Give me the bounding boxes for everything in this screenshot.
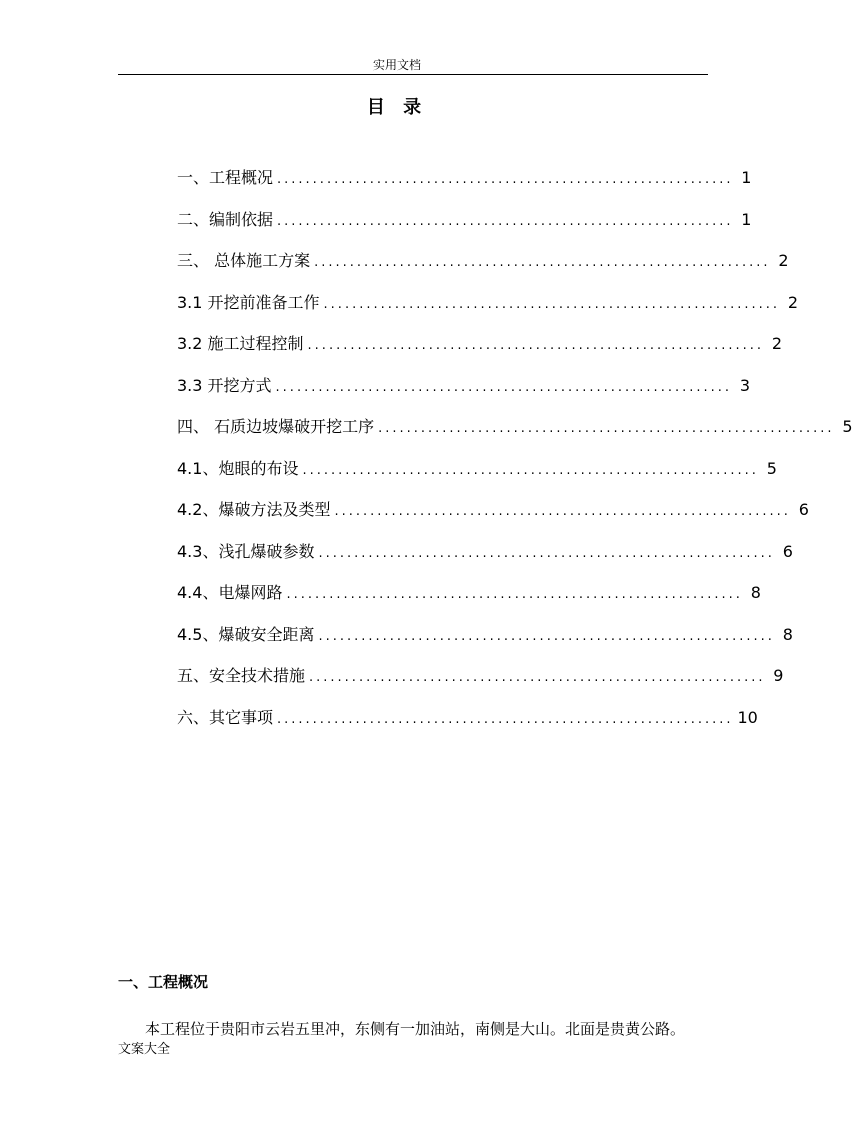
toc-leader-dots: ................................................................ [323,296,781,312]
toc-leader-dots: ................................................................ [286,587,743,602]
toc-entry-label: 3.3 开挖方式 [177,375,272,395]
toc-entry-page: 9 [773,666,784,685]
toc-entry-page: 1 [741,168,752,187]
toc-entry-label: 3.1 开挖前准备工作 [177,292,320,312]
toc-leader-dots: ................................................................ [318,545,775,561]
body-paragraph: 本工程位于贵阳市云岩五里冲，东侧有一加油站，南侧是大山。北面是贵黄公路。 [145,1020,686,1038]
toc-entry-page: 8 [782,624,793,644]
toc-entry-label: 4.5、爆破安全距离 [177,624,315,644]
toc-entry-page: 10 [737,707,758,727]
toc-leader-dots: ................................................................ [275,379,733,395]
toc-leader-dots: ................................................................ [302,462,759,478]
toc-entry[interactable] [177,457,777,499]
toc-entry-page: 3 [739,375,751,395]
toc-leader-dots: ................................................................ [277,172,734,187]
toc-entry-page: 1 [741,209,752,229]
toc-entry-label: 4.3、浅孔爆破参数 [177,541,315,561]
toc-entry-label: 六、其它事项 [177,707,274,727]
toc-entry-page: 5 [766,458,777,478]
toc-leader-dots: ................................................................ [307,338,765,353]
toc-entry-label: 三、 总体施工方案 [177,251,311,270]
toc-leader-dots: ................................................................ [378,421,835,436]
toc-entry-label: 4.2、爆破方法及类型 [177,500,331,519]
toc-entry[interactable] [177,208,752,250]
toc-entry[interactable] [177,291,799,333]
toc-entry[interactable] [177,581,761,623]
toc-entry[interactable] [177,540,793,582]
toc-entry-page: 2 [787,292,799,312]
toc-entry[interactable] [177,249,789,291]
toc-entry[interactable] [177,498,809,540]
table-of-contents [177,166,853,747]
toc-entry-label: 二、编制依据 [177,209,274,229]
toc-entry-page: 6 [798,500,809,519]
toc-leader-dots: ................................................................ [314,255,771,270]
toc-entry[interactable] [177,623,793,665]
toc-entry[interactable] [177,664,784,706]
toc-entry[interactable] [177,706,758,748]
page-footer: 文案大全 [118,1042,171,1057]
toc-entry-label: 3.2 施工过程控制 [177,334,304,353]
section-heading: 一、工程概况 [118,973,209,991]
toc-entry[interactable] [177,166,752,208]
toc-entry[interactable] [177,332,783,374]
toc-title: 目 录 [366,97,428,118]
toc-leader-dots: ................................................................ [334,504,791,519]
toc-leader-dots: ................................................................ [277,213,734,229]
toc-entry-page: 6 [782,541,793,561]
toc-entry-page: 2 [771,334,783,353]
toc-entry-page: 2 [778,251,789,270]
toc-entry[interactable] [177,415,853,457]
toc-entry-label: 四、 石质边坡爆破开挖工序 [177,417,375,436]
toc-entry-page: 5 [842,417,853,436]
header-rule [118,74,708,75]
toc-entry-label: 4.1、炮眼的布设 [177,458,299,478]
toc-leader-dots: ................................................................ [309,670,766,685]
toc-entry-page: 8 [750,583,761,602]
page-header: 实用文档 [372,58,421,72]
toc-entry-label: 五、安全技术措施 [177,666,306,685]
toc-leader-dots: ................................................................ [318,628,775,644]
toc-entry[interactable] [177,374,751,416]
toc-entry-label: 4.4、电爆网路 [177,583,283,602]
toc-leader-dots: ................................................................ [277,711,734,727]
toc-entry-label: 一、工程概况 [177,168,274,187]
